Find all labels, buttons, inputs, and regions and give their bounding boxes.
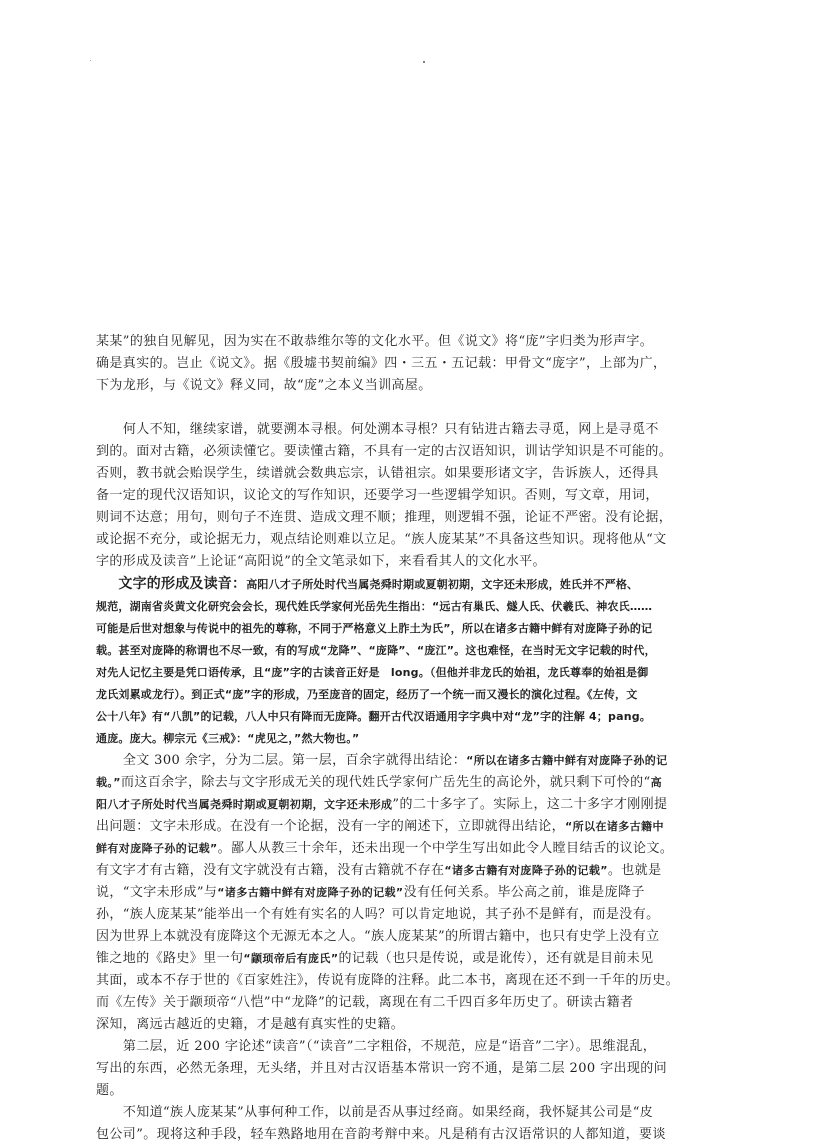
text-line: 不知道“族人庞某某”从事何种工作，以前是否从事过经商。如果经商，我怀疑其公司是“皮 [122, 1105, 654, 1120]
text-line: 阳八才子所处时代当属尧舜时期或夏朝初期，文字还未形成”的二十多字了。实际上，这二十多字才刚刚提 [96, 797, 668, 812]
text-line: 其面，或本不存于世的《百家姓注》，传说有庞降的注释。此二本书，离现在还不到一千年的历史。 [96, 973, 680, 988]
text-line: 规范，湖南省炎黄文化研究会会长，现代姓氏学家何光岳先生指出：“远古有巢氏、燧人氏、伏羲氏、神农氏…… [96, 600, 653, 613]
text-line: 备一定的现代汉语知识，议论文的写作知识，还要学习一些逻辑学知识。否则，写文章，用词， [96, 488, 659, 503]
paragraph-2 [96, 419, 736, 573]
text-line: 题。 [96, 1083, 123, 1098]
paragraph-4 [96, 1036, 736, 1102]
text-line: 可能是后世对想象与传说中的祖先的尊称，不同于严格意义上胙土为氏”，所以在诸多古籍中鲜有对庞降子孙的记 [96, 622, 653, 635]
text-line: 载。甚至对庞降的称谓也不尽一致，有的写成“龙降”、“庞降”、“庞江”。这也难怪，在当时无文字记载的时代， [96, 644, 656, 657]
text-line: 下为龙形，与《说文》释义同，故“庞”之本义当训高屋。 [96, 378, 432, 393]
scan-speck [90, 60, 91, 61]
paragraph-3 [96, 750, 736, 1036]
text-line: 或论据不充分，或论据无力，观点结论则难以立足。“族人庞某某”不具备这些知识。现将他从“文 [96, 532, 667, 547]
text-line: 包公司”。现将这种手段，轻车熟路地用在音韵考辩中来。凡是稍有古汉语常识的人都知道，要谈 [96, 1127, 666, 1142]
text-line: 深知，离远古越近的史籍，才是越有真实性的史籍。 [96, 1017, 405, 1032]
text-line: 说，“文字未形成”与“诸多古籍中鲜有对庞降子孙的记载”没有任何关系。毕公高之前，谁是庞降子 [96, 885, 645, 900]
scan-speck [423, 61, 425, 63]
text-line: 出问题：文字未形成。在没有一个论据，没有一字的阐述下，立即就得出结论，“所以在诸多古籍中 [96, 819, 664, 834]
text-line: 鲜有对庞降子孙的记载”。鄙人从教三十余年，还未出现一个中学生写出如此令人瞠目结舌的议论文。 [96, 841, 674, 856]
text-line: 孙，“族人庞某某”能举出一个有姓有实名的人吗？可以肯定地说，其子孙不是鲜有，而是没有。 [96, 907, 660, 922]
text-line: 因为世界上本就没有庞降这个无源无本之人。“族人庞某某”的所谓古籍中，也只有史学上没有立 [96, 929, 660, 944]
text-line: 有文字才有古籍，没有文字就没有古籍，没有古籍就不存在“诸多古籍有对庞降子孙的记载”。也就是 [96, 863, 662, 878]
text-line: 第二层，近 200 字论述“读音”（“读音”二字粗俗，不规范，应是“语音”二字）。思维混乱， [122, 1039, 657, 1054]
text-line: 写出的东西，必然无条理，无头绪，并且对古汉语基本常识一窍不通，是第二层 200 字出现的问 [96, 1061, 668, 1076]
text-line: 龙氏刘累或龙行）。到正式“庞”字的形成，乃至庞音的固定，经历了一个统一而又漫长的演化过程。《左传，文 [96, 688, 638, 701]
text-line: 某某”的独自见解见，因为实在不敢恭维尔等的文化水平。但《说文》将“庞”字归类为形声字。 [96, 334, 654, 349]
text-line: 则词不达意；用句，则句子不连贯、造成文理不顺；推理，则逻辑不强，论证不严密。没有论据， [96, 510, 673, 525]
text-line: 公十八年》有“八凯”的记载，八人中只有降而无庞降。翻开古代汉语通用字字典中对“龙”字的注解 4；pang。 [96, 710, 651, 723]
text-line: 通庞。庞大。柳宗元《三戒》：“虎见之，”然大物也。” [96, 732, 360, 745]
text-line: 全文 300 余字，分为二层。第一层，百余字就得出结论：“所以在诸多古籍中鲜有对庞降子孙的记 [122, 753, 668, 768]
quoted-passage [96, 573, 736, 750]
document-body [96, 331, 736, 1146]
text-line: 文字的形成及读音：高阳八才子所处时代当属尧舜时期或夏朝初期，文字还未形成，姓氏并不严格、 [118, 576, 639, 592]
quote-heading: 文字的形成及读音： [118, 576, 247, 592]
text-line: 否则，教书就会贻误学生，续谱就会数典忘宗，认错祖宗。如果要形诸文字，告诉族人，还得具 [96, 466, 659, 481]
text-line: 确是真实的。岂止《说文》。据《殷墟书契前编》四・三五・五记载：甲骨文“庞字”，上部为广， [96, 356, 667, 371]
text-line: 字的形成及读音”上论证“高阳说”的全文笔录如下，来看看其人的文化水平。 [96, 554, 546, 569]
text-line: 对先人记忆主要是凭口语传承，且“庞”字的古读音正好是 long。（但他并非龙氏的始祖，龙氏尊奉的始祖是御 [96, 666, 649, 679]
intro-paragraph [96, 331, 736, 397]
text-line: 而《左传》关于颛顼帝“八恺”中“龙降”的记载，离现在有二千四百多年历史了。研读古籍者 [96, 995, 634, 1010]
text-line: 锥之地的《路史》里一句“颛顼帝后有庞氏”的记载（也只是传说，或是讹传），还有就是目前未见 [96, 951, 654, 966]
text-line: 何人不知，继续家谱，就要溯本寻根。何处溯本寻根？只有钻进古籍去寻觅，网上是寻觅不 [122, 422, 659, 437]
text-line: 到的。面对古籍，必须读懂它。要读懂古籍，不具有一定的古汉语知识，训诂学知识是不可能的。 [96, 444, 673, 459]
text-line: 载。”而这百余字，除去与文字形成无关的现代姓氏学家何广岳先生的高论外，就只剩下可怜的“高 [96, 775, 662, 790]
paragraph-5 [96, 1102, 736, 1146]
